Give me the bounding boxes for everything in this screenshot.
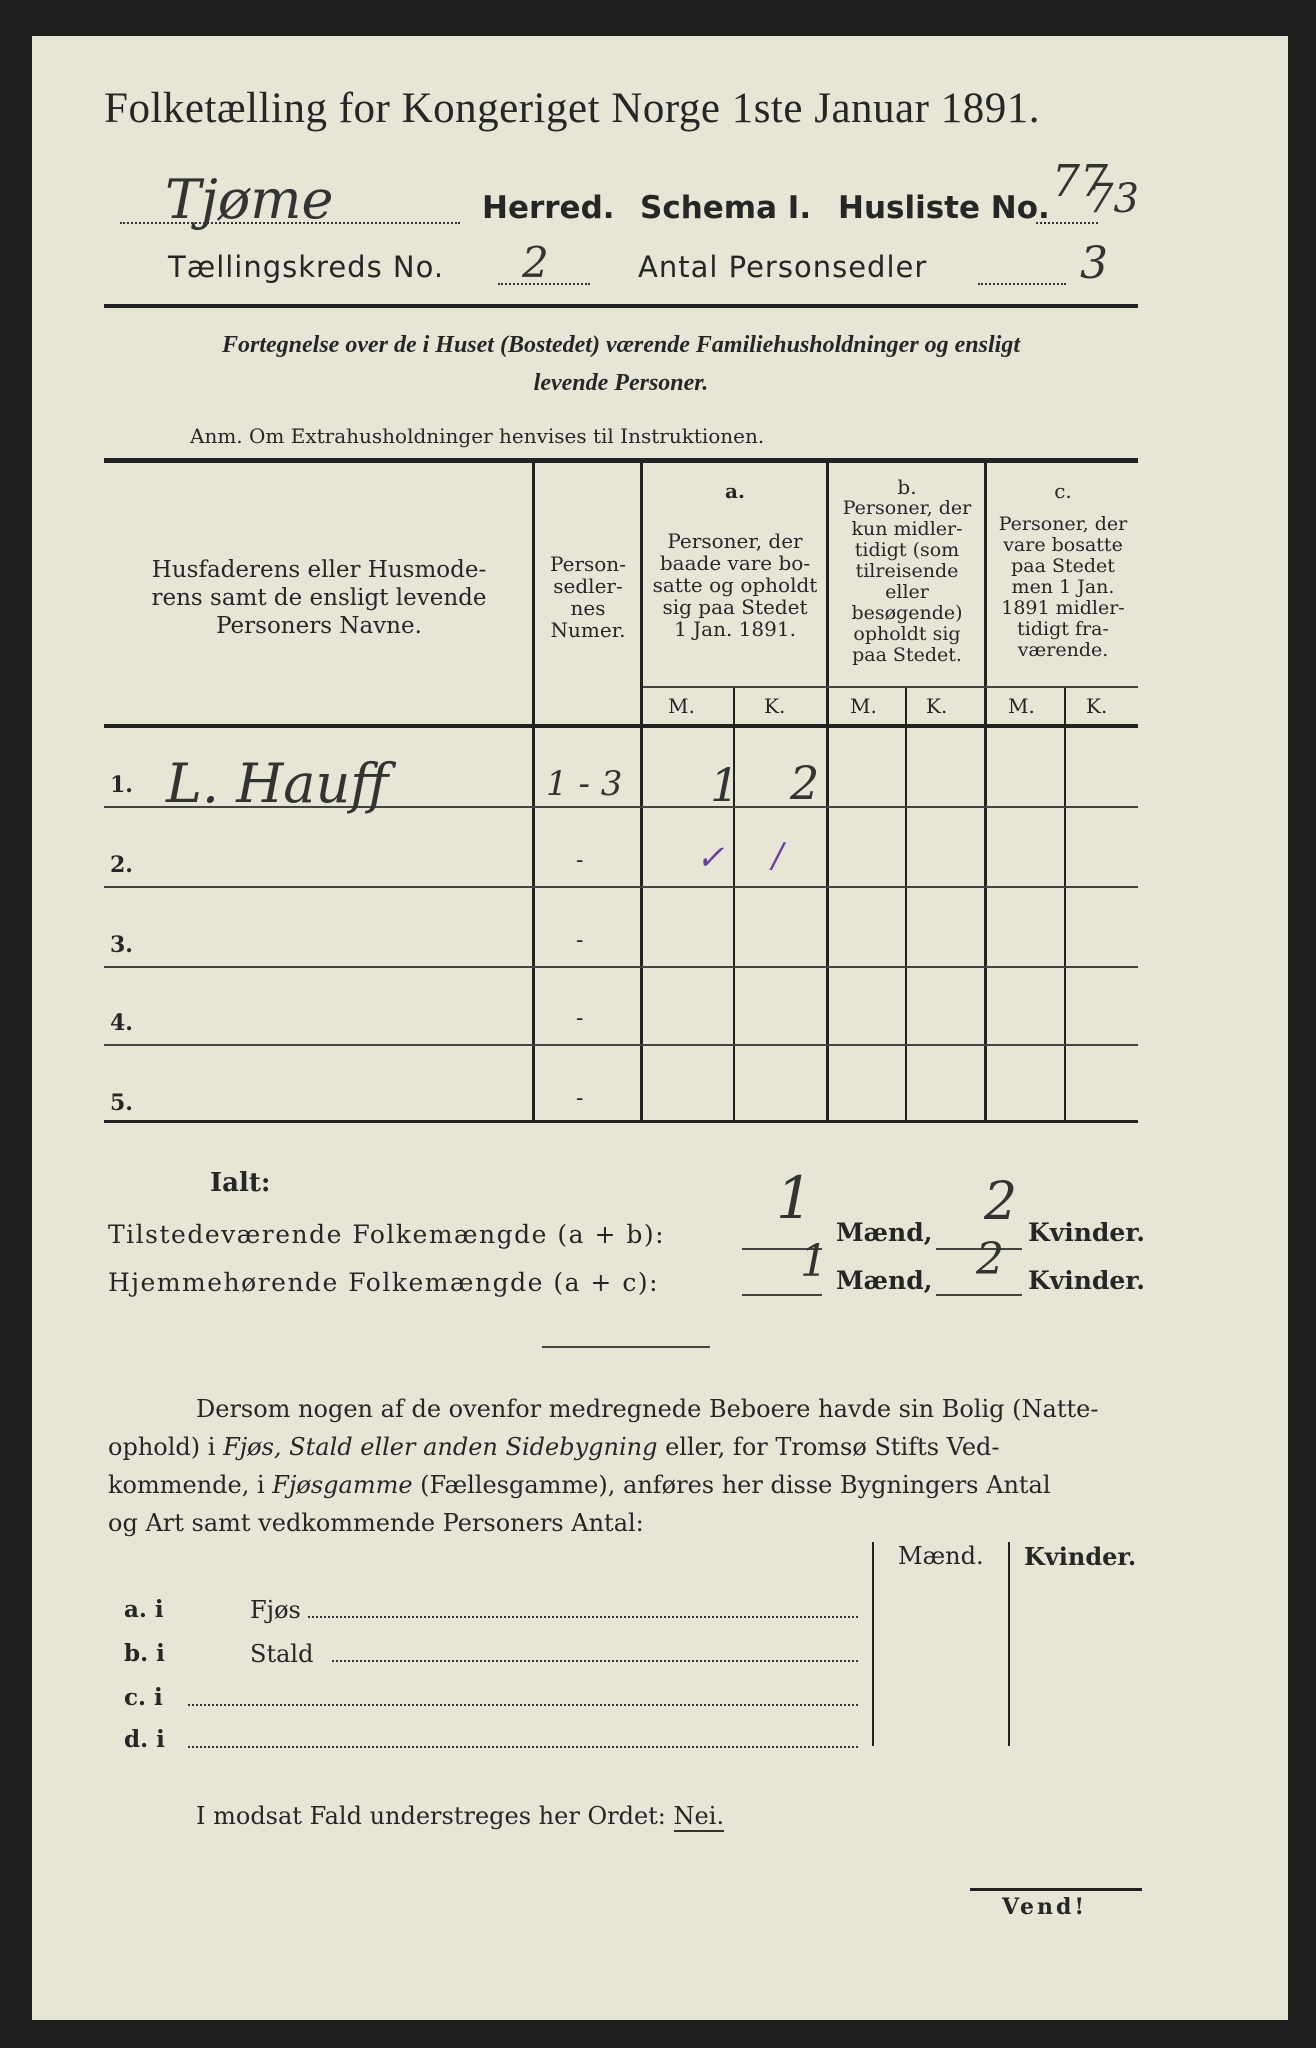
building-item-text: Fjøs: [250, 1596, 301, 1624]
row-number: 5.: [110, 1090, 133, 1116]
b-k-label: K.: [926, 694, 948, 718]
mk-header-rule: [643, 686, 1138, 688]
anm-note: Anm. Om Extrahusholdninger henvises til Instruktionen.: [190, 424, 765, 448]
table-col-divider-4: [984, 462, 987, 1122]
husliste-value: 77: [1052, 156, 1108, 207]
row-person-number: -: [576, 928, 584, 953]
tilst-maend-label: Mænd,: [836, 1218, 933, 1247]
building-item-dots: [332, 1660, 858, 1662]
section-divider: [542, 1346, 710, 1348]
b-m-label: M.: [850, 694, 877, 718]
col-b-letter: b.: [897, 475, 917, 499]
row-person-number: -: [576, 848, 584, 873]
building-item-label: a. i: [124, 1596, 164, 1623]
building-item-dots: [188, 1746, 858, 1748]
form-title: Folketælling for Kongeriget Norge 1ste Januar 1891.: [104, 85, 1040, 132]
hjem-k-line: [936, 1294, 1022, 1296]
table-top-rule: [104, 458, 1138, 463]
tilst-m-value: 1: [776, 1164, 813, 1232]
table-sub-divider-c: [1064, 688, 1066, 1120]
buildings-text-4: og Art samt vedkommende Personers Antal:: [108, 1509, 644, 1537]
kreds-label: Tællingskreds No.: [168, 250, 445, 284]
intro-line-2: levende Personer.: [533, 370, 709, 396]
table-col-divider-3: [826, 462, 829, 1122]
hjem-maend-label: Mænd,: [836, 1266, 933, 1295]
header-rule: [104, 304, 1138, 308]
tilst-k-value: 2: [984, 1172, 1018, 1232]
nei-word: Nei.: [673, 1802, 725, 1830]
row-number: 3.: [110, 932, 133, 958]
col-a-letter: a.: [725, 479, 745, 503]
husliste-label: Husliste No.: [838, 190, 1050, 226]
herred-value: Tjøme: [165, 168, 334, 231]
row-a-k-checkmark: /: [772, 836, 784, 876]
herred-label: Herred.: [482, 190, 615, 226]
table-sub-divider-b: [905, 688, 907, 1120]
hjem-kvinder-label: Kvinder.: [1028, 1266, 1145, 1295]
table-col-divider-1: [532, 462, 535, 1122]
husliste-value-alt: 73: [1088, 176, 1139, 222]
row-line-4: [104, 1044, 1138, 1046]
tilstedevaerende-label: Tilstedeværende Folkemængde (a + b):: [108, 1220, 666, 1249]
vend-label: Vend!: [1002, 1894, 1088, 1920]
col-b-header: Personer, der kun midler- tidigt (som tilreisende eller besøgende) opholdt sig paa Stedet.: [842, 497, 972, 666]
row-a-m-checkmark: ✓: [696, 838, 725, 878]
personsedler-label: Antal Personsedler: [638, 250, 928, 284]
c-m-label: M.: [1008, 694, 1035, 718]
building-item-label: b. i: [124, 1640, 165, 1667]
col-c-header: Personer, der vare bosatte paa Stedet men 1 Jan. 1891 midler- tidigt fra- værende.: [998, 513, 1128, 661]
hjemmehorende-label: Hjemmehørende Folkemængde (a + c):: [108, 1268, 659, 1297]
row-number: 2.: [110, 852, 133, 878]
table-bottom-rule: [104, 1120, 1138, 1123]
row-person-number: -: [576, 1006, 584, 1031]
row-number: 1.: [110, 772, 133, 798]
building-item-dots: [308, 1616, 858, 1618]
modsat-text: I modsat Fald understreges her Ordet: Nei.: [196, 1802, 725, 1830]
schema-label: Schema I.: [640, 190, 812, 226]
hjem-m-line: [742, 1294, 822, 1296]
buildings-text-3: kommende, i Fjøsgamme (Fællesgamme), anføres her disse Bygningers Antal: [108, 1471, 1051, 1499]
row-line-3: [104, 966, 1138, 968]
a-m-label: M.: [668, 694, 695, 718]
col-num-header: Person- sedler- nes Numer.: [550, 552, 626, 642]
ialt-label: Ialt:: [210, 1168, 271, 1198]
a-k-label: K.: [764, 694, 786, 718]
vend-rule: [970, 1888, 1142, 1891]
building-item-text: Stald: [250, 1640, 314, 1668]
hjem-k-value: 2: [976, 1234, 1004, 1285]
table-sub-divider-a: [733, 688, 735, 1120]
row-a-k: 2: [790, 756, 820, 810]
row-person-number: 1 - 3: [546, 764, 623, 804]
row-number: 4.: [110, 1010, 133, 1036]
row-name: L. Hauff: [166, 752, 389, 815]
buildings-text-2: ophold) i Fjøs, Stald eller anden Sidebygning eller, for Tromsø Stifts Ved-: [108, 1433, 1000, 1461]
tilst-kvinder-label: Kvinder.: [1028, 1218, 1145, 1247]
personsedler-dotted-line: [978, 283, 1066, 285]
intro-line-1: Fortegnelse over de i Huset (Bostedet) værende Familiehusholdninger og ensligt: [222, 332, 1020, 358]
row-line-2: [104, 886, 1138, 888]
row-a-m: 1: [710, 758, 740, 812]
col-name-header: Husfaderens eller Husmode- rens samt de ensligt levende Personers Navne.: [151, 557, 487, 639]
c-k-label: K.: [1086, 694, 1108, 718]
buildings-kvinder-header: Kvinder.: [1024, 1542, 1137, 1571]
husliste-dotted-line: [1036, 222, 1098, 224]
col-c-letter: c.: [1054, 479, 1072, 503]
building-item-label: c. i: [124, 1684, 163, 1711]
col-a-header: Personer, der baade vare bo- satte og opholdt sig paa Stedet 1 Jan. 1891.: [652, 529, 818, 641]
table-col-divider-2: [640, 462, 643, 1122]
buildings-text-1: Dersom nogen af de ovenfor medregnede Beboere havde sin Bolig (Natte-: [196, 1395, 1099, 1423]
hjem-m-value: 1: [800, 1236, 828, 1287]
building-item-label: d. i: [124, 1726, 165, 1753]
building-item-dots: [188, 1704, 858, 1706]
table-header-rule: [104, 724, 1138, 728]
buildings-col-divider-2: [1008, 1542, 1010, 1746]
row-person-number: -: [576, 1086, 584, 1111]
buildings-maend-header: Mænd.: [898, 1542, 984, 1570]
buildings-col-divider-1: [872, 1542, 874, 1746]
kreds-value: 2: [522, 238, 549, 287]
personsedler-value: 3: [1080, 238, 1108, 289]
